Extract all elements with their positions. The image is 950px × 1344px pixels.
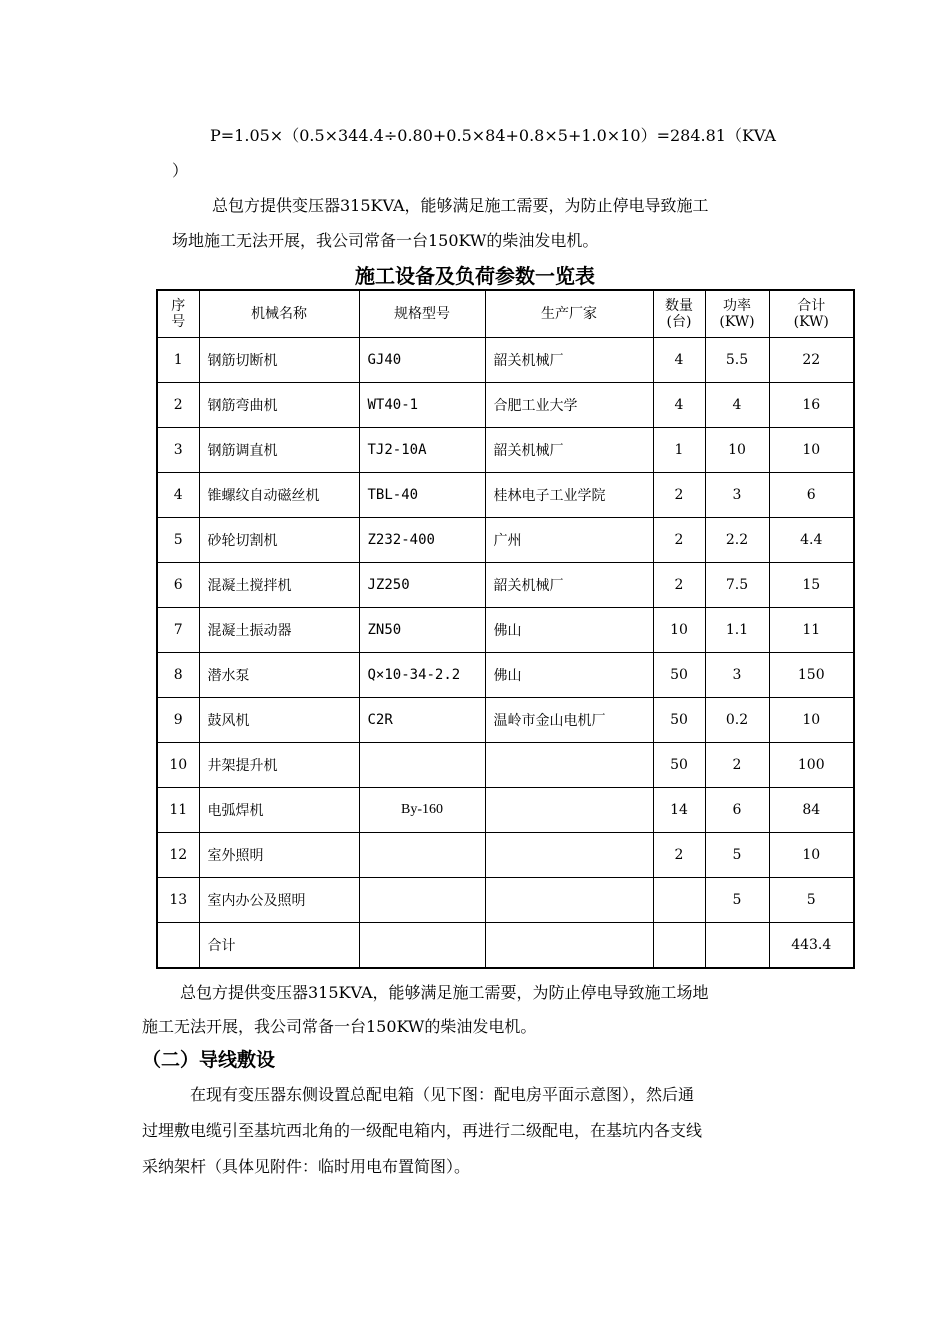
formula-line-1: P=1.05×（0.5×344.4÷0.80+0.5×84+0.8×5+1.0×10）=284.81（KVA xyxy=(210,126,776,145)
cell-maker: 桂林电子工业学院 xyxy=(485,473,653,518)
cell-total: 16 xyxy=(769,383,854,428)
cell-name: 锥螺纹自动磁丝机 xyxy=(199,473,359,518)
cell-total: 15 xyxy=(769,563,854,608)
table-row xyxy=(157,518,854,563)
section-line-3: 采纳架杆（具体见附件：临时用电布置简图）。 xyxy=(142,1157,471,1176)
cell-qty: 10 xyxy=(653,608,705,653)
cell-no: 3 xyxy=(157,428,199,473)
table-row xyxy=(157,383,854,428)
cell-qty: 2 xyxy=(653,833,705,878)
cell-spec xyxy=(359,878,485,923)
table-row xyxy=(157,563,854,608)
cell-name: 鼓风机 xyxy=(199,698,359,743)
cell-total: 6 xyxy=(769,473,854,518)
formula-line-2: ） xyxy=(172,161,189,180)
cell-name: 室内办公及照明 xyxy=(199,878,359,923)
cell-name: 砂轮切割机 xyxy=(199,518,359,563)
table-row xyxy=(157,338,854,383)
cell-maker: 韶关机械厂 xyxy=(485,563,653,608)
cell-maker: 佛山 xyxy=(485,608,653,653)
cell-total: 22 xyxy=(769,338,854,383)
cell-maker xyxy=(485,923,653,969)
cell-name: 混凝土振动器 xyxy=(199,608,359,653)
cell-no: 12 xyxy=(157,833,199,878)
cell-spec: GJ40 xyxy=(359,338,485,383)
cell-spec xyxy=(359,743,485,788)
cell-spec xyxy=(359,923,485,969)
table-title: 施工设备及负荷参数一览表 xyxy=(355,264,595,288)
cell-maker: 韶关机械厂 xyxy=(485,338,653,383)
cell-no: 2 xyxy=(157,383,199,428)
table-row xyxy=(157,473,854,518)
cell-power: 5 xyxy=(705,878,769,923)
table-row xyxy=(157,428,854,473)
cell-total: 150 xyxy=(769,653,854,698)
header-total: 合计(KW) xyxy=(769,290,854,338)
cell-qty xyxy=(653,878,705,923)
cell-spec: TBL-40 xyxy=(359,473,485,518)
cell-qty: 2 xyxy=(653,518,705,563)
table-header-row xyxy=(157,290,854,338)
cell-name: 电弧焊机 xyxy=(199,788,359,833)
header-name: 机械名称 xyxy=(199,290,359,338)
cell-maker xyxy=(485,788,653,833)
cell-spec: WT40-1 xyxy=(359,383,485,428)
cell-no: 11 xyxy=(157,788,199,833)
paragraph-2-line-1: 总包方提供变压器315KVA，能够满足施工需要，为防止停电导致施工场地 xyxy=(180,983,709,1002)
table-sum-row xyxy=(157,923,854,969)
cell-no: 9 xyxy=(157,698,199,743)
cell-maker xyxy=(485,878,653,923)
cell-total: 10 xyxy=(769,833,854,878)
header-no: 序号 xyxy=(157,290,199,338)
cell-name: 室外照明 xyxy=(199,833,359,878)
paragraph-2-line-2: 施工无法开展，我公司常备一台150KW的柴油发电机。 xyxy=(142,1017,537,1036)
table-row xyxy=(157,878,854,923)
cell-maker xyxy=(485,743,653,788)
header-power: 功率(KW) xyxy=(705,290,769,338)
cell-total: 10 xyxy=(769,428,854,473)
cell-power: 4 xyxy=(705,383,769,428)
cell-qty: 14 xyxy=(653,788,705,833)
header-qty: 数量(台) xyxy=(653,290,705,338)
cell-spec: Q×10-34-2.2 xyxy=(359,653,485,698)
cell-no: 1 xyxy=(157,338,199,383)
cell-power: 5 xyxy=(705,833,769,878)
table-row xyxy=(157,743,854,788)
cell-maker xyxy=(485,833,653,878)
cell-no xyxy=(157,923,199,969)
cell-spec: JZ250 xyxy=(359,563,485,608)
cell-name: 钢筋切断机 xyxy=(199,338,359,383)
cell-spec xyxy=(359,833,485,878)
cell-power: 5.5 xyxy=(705,338,769,383)
cell-maker: 温岭市金山电机厂 xyxy=(485,698,653,743)
cell-total: 100 xyxy=(769,743,854,788)
cell-qty xyxy=(653,923,705,969)
cell-total: 11 xyxy=(769,608,854,653)
header-maker: 生产厂家 xyxy=(485,290,653,338)
cell-total: 84 xyxy=(769,788,854,833)
cell-name: 井架提升机 xyxy=(199,743,359,788)
cell-no: 13 xyxy=(157,878,199,923)
table-row xyxy=(157,698,854,743)
cell-total: 5 xyxy=(769,878,854,923)
cell-qty: 50 xyxy=(653,743,705,788)
cell-power xyxy=(705,923,769,969)
cell-power: 0.2 xyxy=(705,698,769,743)
cell-power: 6 xyxy=(705,788,769,833)
section-line-2: 过埋敷电缆引至基坑西北角的一级配电箱内，再进行二级配电，在基坑内各支线 xyxy=(142,1121,703,1140)
cell-qty: 4 xyxy=(653,338,705,383)
cell-qty: 4 xyxy=(653,383,705,428)
table-row xyxy=(157,608,854,653)
cell-no: 6 xyxy=(157,563,199,608)
cell-qty: 1 xyxy=(653,428,705,473)
cell-total: 4.4 xyxy=(769,518,854,563)
cell-spec: By-160 xyxy=(359,788,485,833)
cell-qty: 2 xyxy=(653,563,705,608)
sum-total: 443.4 xyxy=(769,923,854,969)
section-line-1: 在现有变压器东侧设置总配电箱（见下图：配电房平面示意图），然后通 xyxy=(190,1085,695,1104)
header-spec: 规格型号 xyxy=(359,290,485,338)
cell-spec: C2R xyxy=(359,698,485,743)
cell-power: 7.5 xyxy=(705,563,769,608)
cell-power: 2.2 xyxy=(705,518,769,563)
cell-qty: 50 xyxy=(653,653,705,698)
cell-maker: 韶关机械厂 xyxy=(485,428,653,473)
cell-name: 潜水泵 xyxy=(199,653,359,698)
paragraph-1-line-2: 场地施工无法开展，我公司常备一台150KW的柴油发电机。 xyxy=(172,231,599,250)
equipment-load-table xyxy=(156,289,855,969)
cell-no: 8 xyxy=(157,653,199,698)
cell-spec: TJ2-10A xyxy=(359,428,485,473)
table-row xyxy=(157,788,854,833)
cell-power: 10 xyxy=(705,428,769,473)
cell-qty: 50 xyxy=(653,698,705,743)
cell-power: 3 xyxy=(705,653,769,698)
cell-no: 7 xyxy=(157,608,199,653)
cell-maker: 佛山 xyxy=(485,653,653,698)
cell-power: 1.1 xyxy=(705,608,769,653)
table-row xyxy=(157,653,854,698)
cell-no: 5 xyxy=(157,518,199,563)
cell-spec: ZN50 xyxy=(359,608,485,653)
cell-no: 4 xyxy=(157,473,199,518)
cell-total: 10 xyxy=(769,698,854,743)
cell-qty: 2 xyxy=(653,473,705,518)
cell-spec: Z232-400 xyxy=(359,518,485,563)
cell-name: 钢筋调直机 xyxy=(199,428,359,473)
cell-no: 10 xyxy=(157,743,199,788)
cell-power: 2 xyxy=(705,743,769,788)
cell-maker: 广州 xyxy=(485,518,653,563)
paragraph-1-line-1: 总包方提供变压器315KVA，能够满足施工需要，为防止停电导致施工 xyxy=(212,196,709,215)
cell-name: 混凝土搅拌机 xyxy=(199,563,359,608)
cell-power: 3 xyxy=(705,473,769,518)
sum-label: 合计 xyxy=(199,923,359,969)
cell-name: 钢筋弯曲机 xyxy=(199,383,359,428)
table-row xyxy=(157,833,854,878)
section-heading: （二）导线敷设 xyxy=(142,1049,276,1071)
cell-maker: 合肥工业大学 xyxy=(485,383,653,428)
